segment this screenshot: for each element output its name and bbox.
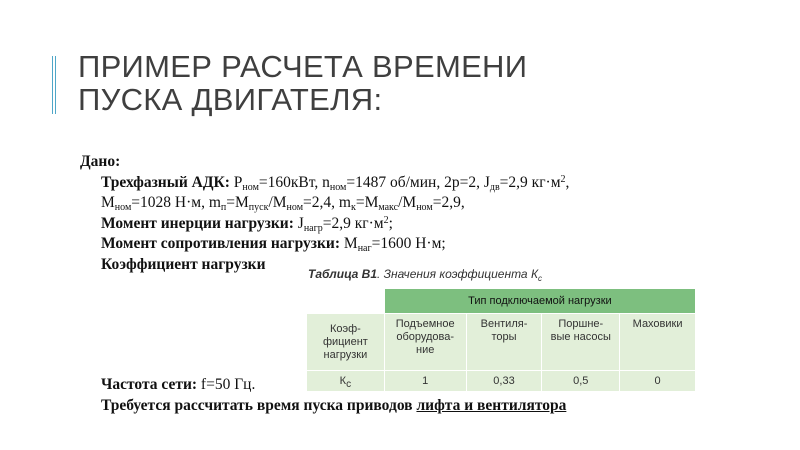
required-line: Требуется рассчитать время пуска приводов лифта и вентилятора xyxy=(101,396,567,414)
column-header-pumps: Поршне- вые насосы xyxy=(542,314,620,371)
given-heading: Дано: xyxy=(80,153,121,170)
inertia-line: Момент инерции нагрузки: $J_{нагр}=2,9$ $кг\cdot м^2$; xyxy=(101,214,393,234)
column-header-lifting: Подъемное оборудова- ние xyxy=(384,314,466,371)
group-header: Тип подключаемой нагрузки xyxy=(384,289,695,314)
column-header-flywheels: Маховики xyxy=(620,314,696,371)
row-label: $К_с$ xyxy=(307,371,385,392)
slide-title-line2: ПУСКА ДВИГАТЕЛЯ: xyxy=(78,82,383,117)
slide-title-line1: ПРИМЕР РАСЧЕТА ВРЕМЕНИ xyxy=(78,49,528,84)
motor-line-1: Трехфазный АДК: $P_{ном}=160кВт$, $n_{ном}=1487$ об/мин, 2p=2, $J_{дв}=2,9$ $кг\cdot м^2$, xyxy=(101,173,570,193)
motor-line-2: $M_{ном}=1028$ Н·м, $m_п=M_{пуск}/M_{ном}=2,4$, $m_к=M_{макс}/M_{ном}=2,9$, xyxy=(101,194,465,213)
frequency-line: Частота сети: f=50 Гц. xyxy=(101,376,256,393)
resistance-line: Момент сопротивления нагрузки: $M_{наг}=1600$ Н·м; xyxy=(101,235,446,254)
column-header-fans: Вентиля- торы xyxy=(466,314,542,371)
load-coef-line: Коэффициент нагрузки xyxy=(101,255,266,273)
slide-title xyxy=(78,50,527,116)
table-cell: 1 xyxy=(384,371,466,392)
load-coefficient-table xyxy=(306,288,696,392)
required-underlined: лифта и вентилятора xyxy=(416,396,567,414)
row-header: Коэф- фициент нагрузки xyxy=(307,314,385,371)
table-caption: Таблица В1. Значения коэффициента $К_с$ xyxy=(308,267,543,283)
table-cell: 0 xyxy=(620,371,696,392)
table-cell: 0,5 xyxy=(542,371,620,392)
title-accent xyxy=(52,56,56,114)
table-cell: 0,33 xyxy=(466,371,542,392)
